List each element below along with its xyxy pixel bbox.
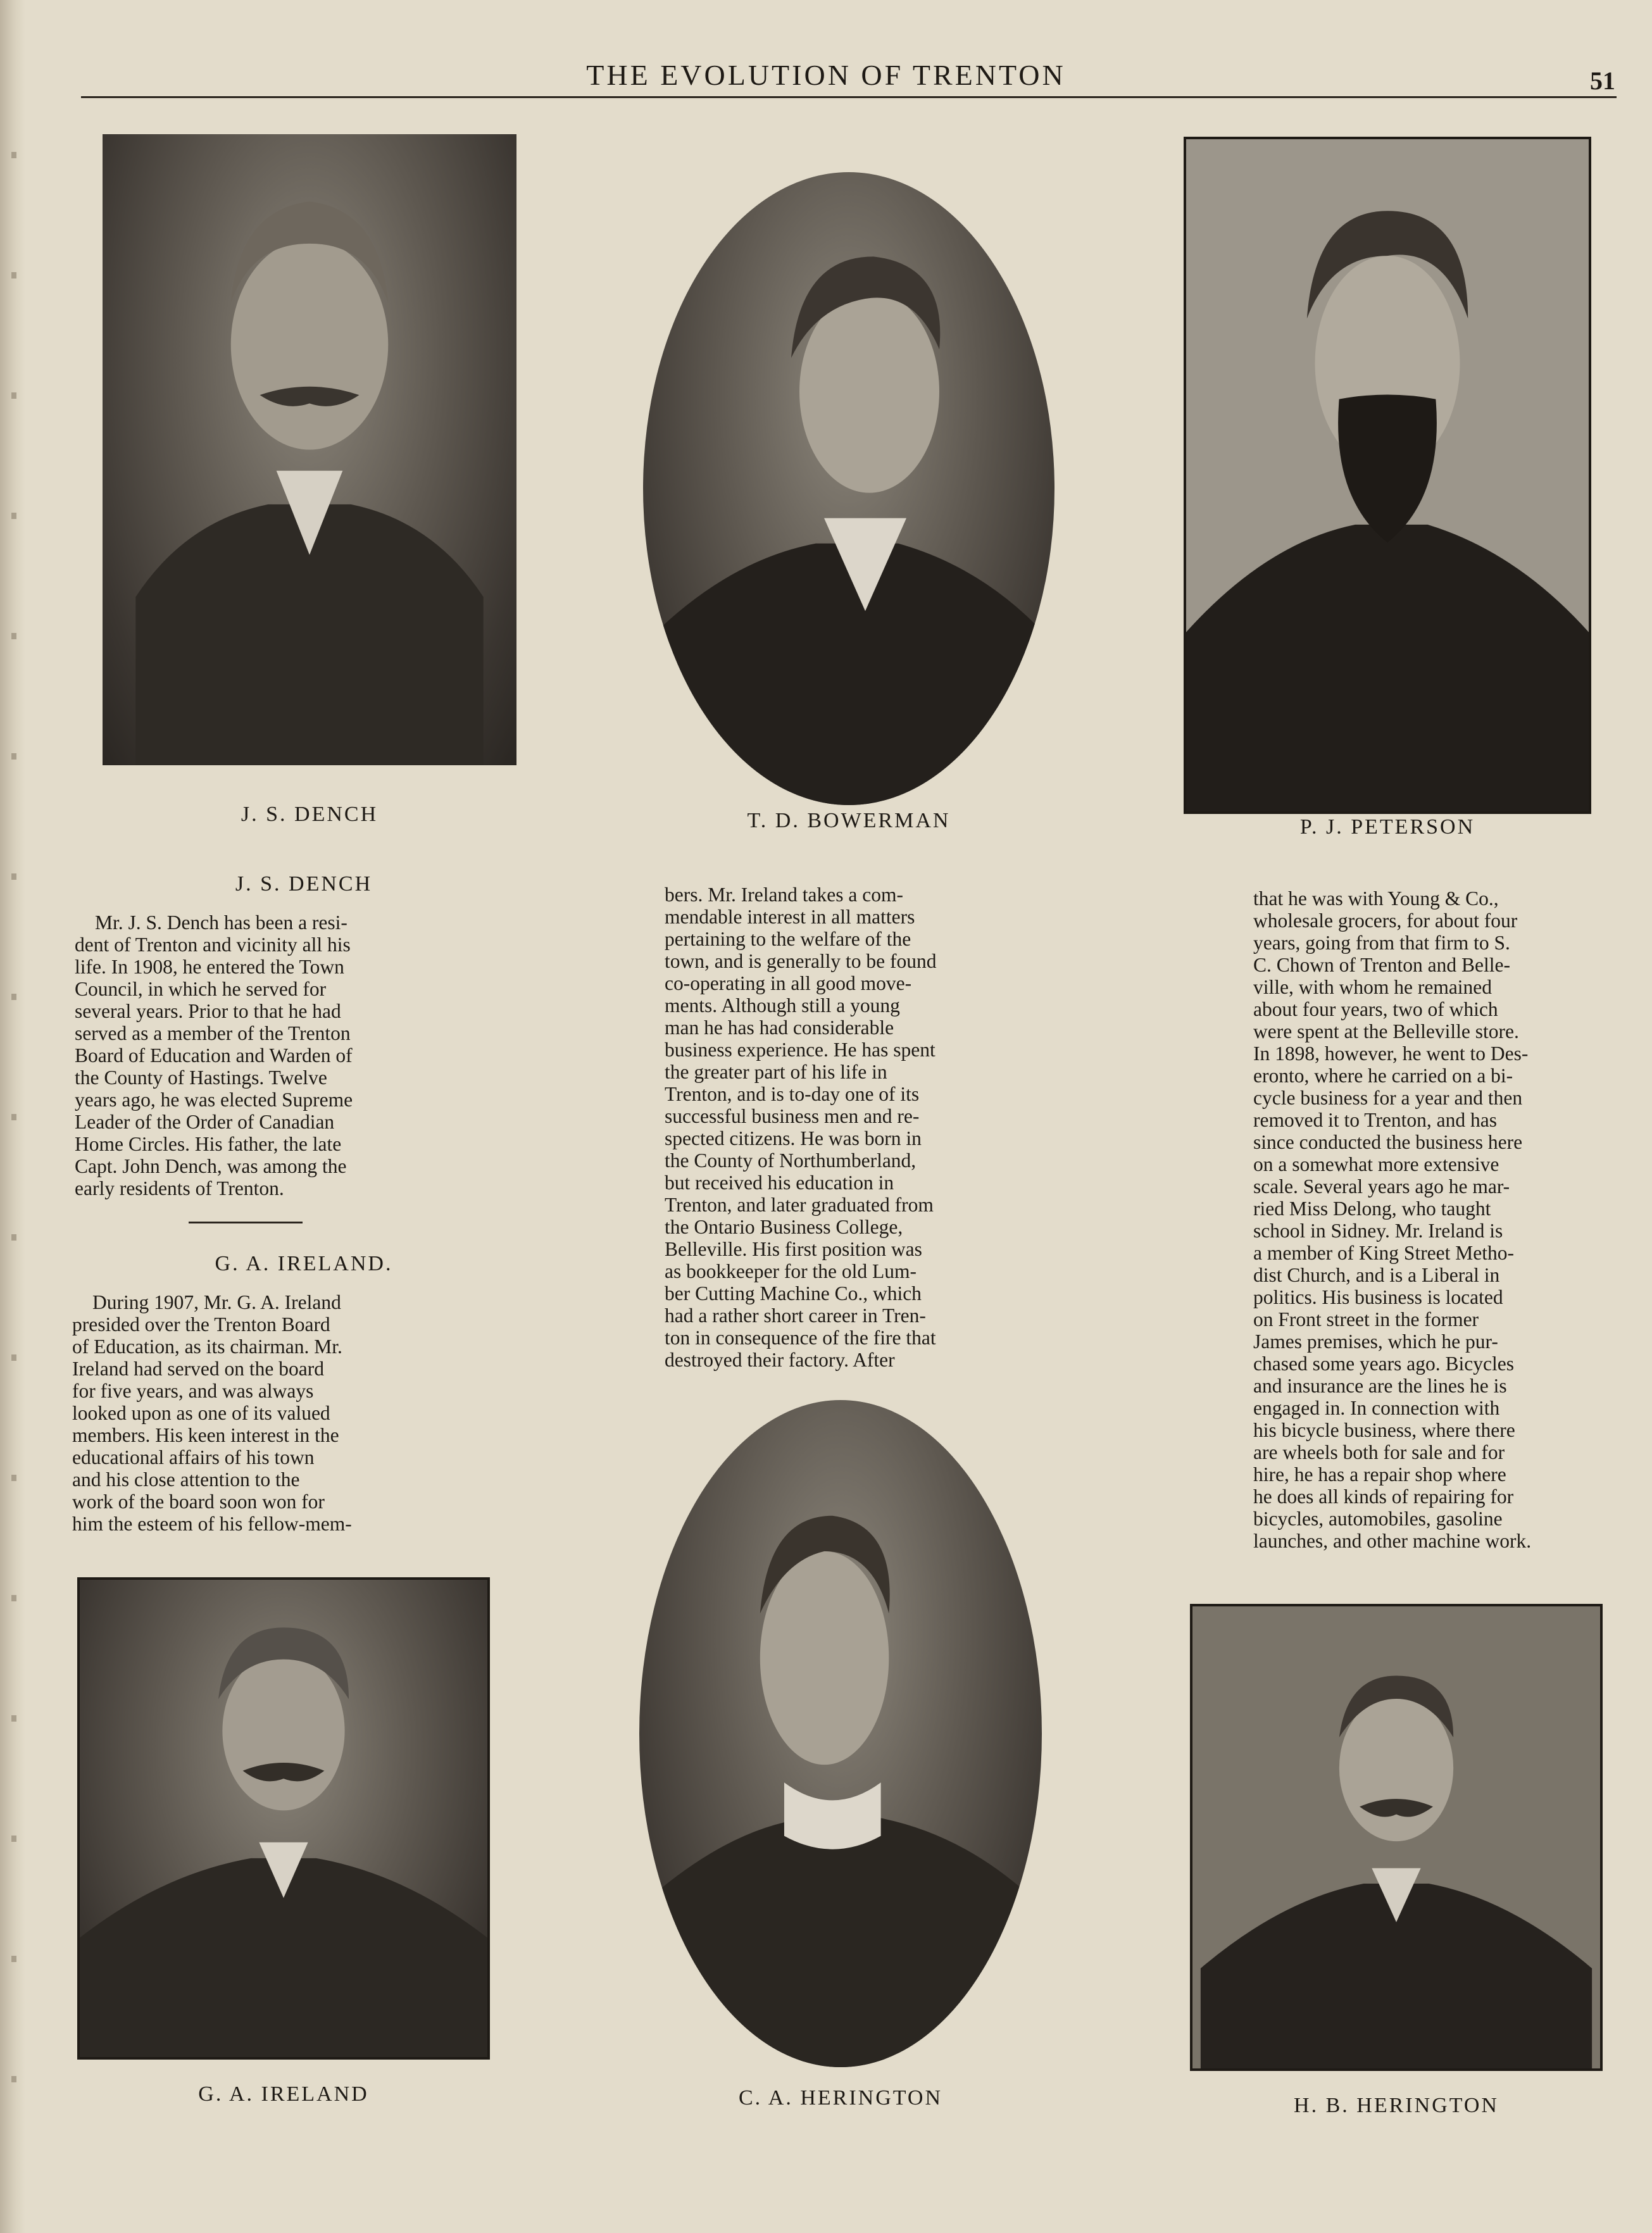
text-line: town, and is generally to be found [665,950,937,972]
portrait-silhouette [1192,1606,1600,2068]
article-body-ireland-col3 [1253,887,1610,1552]
portrait-silhouette [1186,139,1589,811]
text-line: on Front street in the former [1253,1308,1479,1330]
photo-caption-peterson: P. J. PETERSON [1299,815,1475,839]
portrait-silhouette [80,1580,487,2057]
text-line: In 1898, however, he went to Des- [1253,1042,1529,1065]
text-line: Trenton, and later graduated from [665,1194,934,1216]
text-line: destroyed their factory. After [665,1349,895,1371]
article-body-ireland-col2 [665,884,1017,1371]
binding-stitch-marks [11,38,16,2190]
text-line: dent of Trenton and vicinity all his [75,934,351,956]
text-line: school in Sidney. Mr. Ireland is [1253,1220,1503,1242]
portrait-photo-dench [103,134,516,765]
article-body-dench [75,911,425,1199]
photo-caption-ireland: G. A. IRELAND [198,2082,369,2106]
text-line: Home Circles. His father, the late [75,1133,342,1155]
text-line: cycle business for a year and then [1253,1087,1523,1109]
text-line: wholesale grocers, for about four [1253,910,1518,932]
portrait-photo-ireland [77,1577,490,2060]
text-line: hire, he has a repair shop where [1253,1463,1506,1486]
text-line: Capt. John Dench, was among the [75,1155,347,1177]
text-line: C. Chown of Trenton and Belle- [1253,954,1510,976]
text-line: the County of Northumberland, [665,1149,917,1172]
text-line: members. His keen interest in the [72,1424,339,1446]
article-heading-ireland: G. A. IRELAND. [215,1252,393,1275]
text-line: ried Miss Delong, who taught [1253,1198,1491,1220]
portrait-photo-peterson [1184,137,1591,814]
text-line: pertaining to the welfare of the [665,928,911,950]
text-line: ville, with whom he remained [1253,976,1492,998]
portrait-photo-bowerman [643,172,1054,805]
text-line: looked upon as one of its valued [72,1402,330,1424]
portrait-silhouette [103,134,516,765]
text-line: had a rather short career in Tren- [665,1304,926,1327]
article-heading-dench: J. S. DENCH [235,872,373,896]
photo-caption-h-herington: H. B. HERINGTON [1294,2094,1499,2117]
text-line: him the esteem of his fellow-mem- [72,1513,352,1535]
text-line: years ago, he was elected Supreme [75,1089,353,1111]
text-line: the Ontario Business College, [665,1216,903,1238]
text-line: chased some years ago. Bicycles [1253,1353,1514,1375]
text-line: are wheels both for sale and for [1253,1441,1505,1463]
text-line: Ireland had served on the board [72,1358,324,1380]
running-header-title: THE EVOLUTION OF TRENTON [586,59,1066,91]
text-line: Leader of the Order of Canadian [75,1111,335,1133]
text-line: were spent at the Belleville store. [1253,1020,1519,1042]
text-line: that he was with Young & Co., [1253,887,1499,910]
text-line: Mr. J. S. Dench has been a resi- [95,911,347,934]
text-line: for five years, and was always [72,1380,314,1402]
text-line: but received his education in [665,1172,894,1194]
article-body-ireland-col1 [72,1291,425,1535]
text-line: and his close attention to the [72,1468,300,1491]
text-line: mendable interest in all matters [665,906,915,928]
portrait-silhouette [643,172,1054,805]
text-line: scale. Several years ago he mar- [1253,1175,1510,1198]
text-line: since conducted the business here [1253,1131,1523,1153]
photo-caption-bowerman: T. D. BOWERMAN [747,809,951,832]
text-line: his bicycle business, where there [1253,1419,1515,1441]
text-line: ton in consequence of the fire that [665,1327,936,1349]
text-line: business experience. He has spent [665,1039,936,1061]
portrait-silhouette [639,1400,1042,2067]
section-divider [189,1222,303,1223]
photo-caption-dench: J. S. DENCH [241,803,379,826]
photo-caption-c-herington: C. A. HERINGTON [738,2086,943,2110]
text-line: successful business men and re- [665,1105,920,1127]
text-line: years, going from that firm to S. [1253,932,1510,954]
text-line: co-operating in all good move- [665,972,912,994]
text-line: James premises, which he pur- [1253,1330,1498,1353]
text-line: Council, in which he served for [75,978,327,1000]
text-line: a member of King Street Metho- [1253,1242,1515,1264]
portrait-photo-h-herington [1190,1604,1603,2071]
text-line: the County of Hastings. Twelve [75,1066,327,1089]
portrait-photo-c-herington [639,1400,1042,2067]
text-line: bicycles, automobiles, gasoline [1253,1508,1503,1530]
text-line: early residents of Trenton. [75,1177,284,1199]
text-line: ments. Although still a young [665,994,900,1016]
text-line: engaged in. In connection with [1253,1397,1500,1419]
text-line: politics. His business is located [1253,1286,1503,1308]
text-line: Board of Education and Warden of [75,1044,353,1066]
text-line: During 1907, Mr. G. A. Ireland [92,1291,341,1313]
text-line: life. In 1908, he entered the Town [75,956,344,978]
text-line: spected citizens. He was born in [665,1127,922,1149]
text-line: launches, and other machine work. [1253,1530,1532,1552]
text-line: on a somewhat more extensive [1253,1153,1499,1175]
text-line: presided over the Trenton Board [72,1313,330,1335]
text-line: served as a member of the Trenton [75,1022,351,1044]
text-line: work of the board soon won for [72,1491,325,1513]
text-line: Belleville. His first position was [665,1238,922,1260]
text-line: he does all kinds of repairing for [1253,1486,1514,1508]
text-line: removed it to Trenton, and has [1253,1109,1497,1131]
text-line: ber Cutting Machine Co., which [665,1282,922,1304]
header-rule [81,96,1617,98]
text-line: and insurance are the lines he is [1253,1375,1507,1397]
text-line: of Education, as its chairman. Mr. [72,1335,342,1358]
text-line: dist Church, and is a Liberal in [1253,1264,1500,1286]
text-line: about four years, two of which [1253,998,1498,1020]
text-line: man he has had considerable [665,1016,894,1039]
text-line: the greater part of his life in [665,1061,887,1083]
text-line: several years. Prior to that he had [75,1000,341,1022]
text-line: eronto, where he carried on a bi- [1253,1065,1513,1087]
text-line: bers. Mr. Ireland takes a com- [665,884,903,906]
text-line: as bookkeeper for the old Lum- [665,1260,917,1282]
text-line: educational affairs of his town [72,1446,315,1468]
page-number: 51 [1590,66,1615,95]
text-line: Trenton, and is to-day one of its [665,1083,920,1105]
